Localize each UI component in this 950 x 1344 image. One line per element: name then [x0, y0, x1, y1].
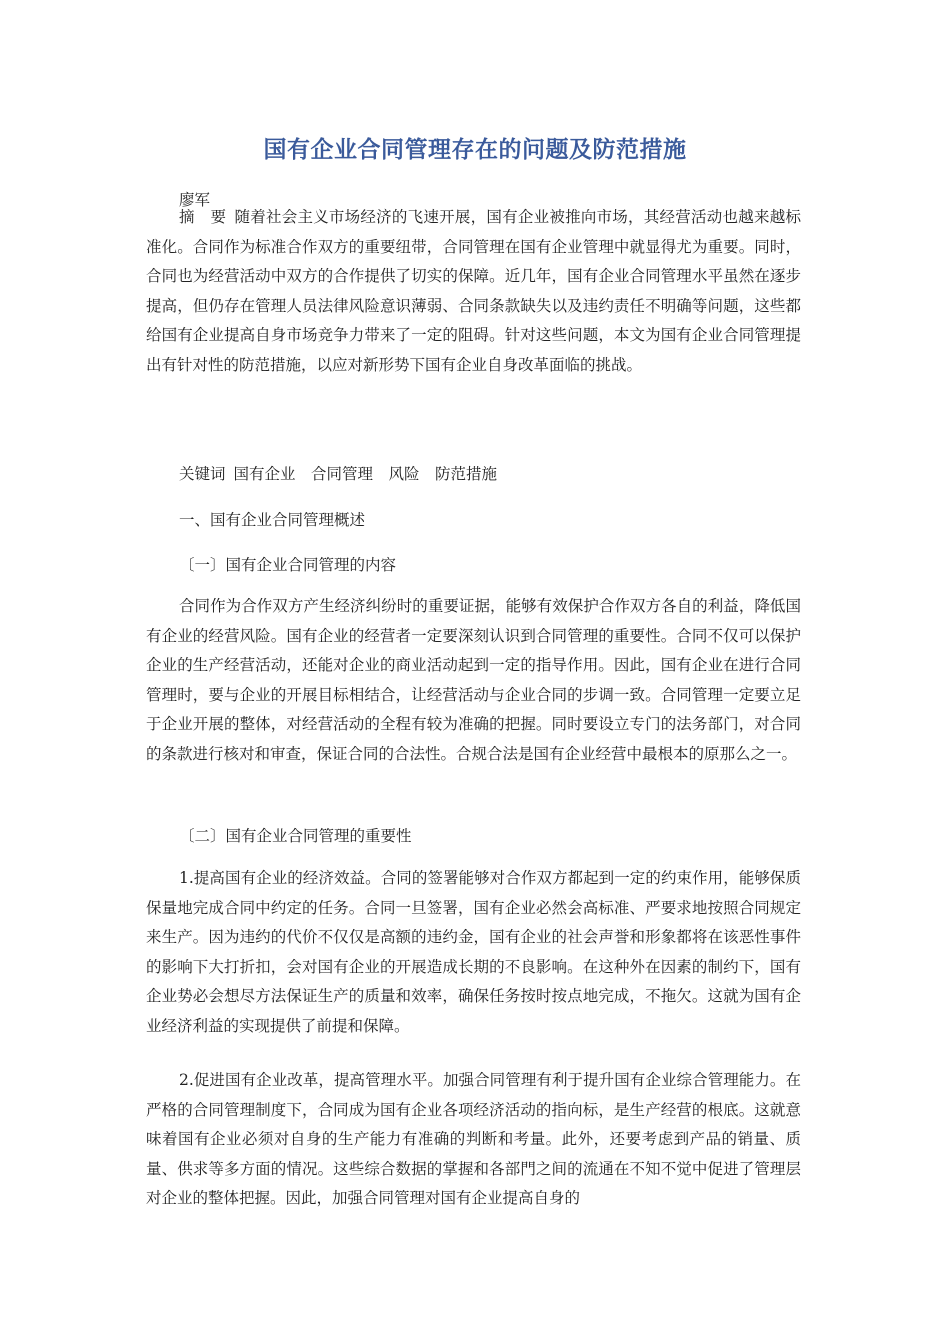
subsection-heading-1: 〔一〕国有企业合同管理的内容 — [179, 556, 397, 574]
subsection-1-paragraph: 合同作为合作双方产生经济纠纷时的重要证据，能够有效保护合作双方各自的利益，降低国有企业的经营风险。国有企业的经营者一定要深刻认识到合同管理的重要性。合同不仅可以保护企业的生产经营活动，还能对企业的商业活动起到一定的指导作用。因此，国有企业在进行合同管理时，要与企业的开展目标相结合，让经营活动与企业合同的步调一致。合同管理一定要立足于企业开展的整体，对经营活动的全程有较为准确的把握。同时要设立专门的法务部门，对合同的条款进行核对和审查，保证合同的合法性。合规合法是国有企业经营中最根本的原那么之一。 — [146, 597, 801, 763]
keywords-line — [179, 462, 497, 484]
abstract-label: 摘 要 — [179, 208, 227, 226]
author-name: 廖军 — [179, 191, 211, 209]
section-heading-1: 一、国有企业合同管理概述 — [179, 511, 366, 529]
keywords-label: 关键词 — [179, 465, 226, 483]
abstract-paragraph — [146, 203, 801, 381]
abstract-text: 随着社会主义市场经济的飞速开展，国有企业被推向市场，其经营活动也越来越标准化。合同作为标准合作双方的重要纽带，合同管理在国有企业管理中就显得尤为重要。同时，合同也为经营活动中双方的合作提供了切实的保障。近几年，国有企业合同管理水平虽然在逐步提高，但仍存在管理人员法律风险意识薄弱、合同条款缺失以及违约责任不明确等问题，这些都给国有企业提高自身市场竞争力带来了一定的阻碍。针对这些问题，本文为国有企业合同管理提出有针对性的防范措施，以应对新形势下国有企业自身改革面临的挑战。 — [146, 208, 801, 374]
subsection-heading-2: 〔二〕国有企业合同管理的重要性 — [179, 827, 412, 845]
document-title: 国有企业合同管理存在的问题及防范措施 — [263, 137, 687, 163]
importance-item-1: 1.提高国有企业的经济效益。合同的签署能够对合作双方都起到一定的约束作用，能够保质保量地完成合同中约定的任务。合同一旦签署，国有企业必然会高标准、严要求地按照合同规定来生产。因为违约的代价不仅仅是高额的违约金，国有企业的社会声誉和形象都将在该恶性事件的影响下大打折扣，会对国有企业的开展造成长期的不良影响。在这种外在因素的制约下，国有企业势必会想尽方法保证生产的质量和效率，确保任务按时按点地完成，不拖欠。这就为国有企业经济利益的实现提供了前提和保障。 — [146, 869, 801, 1035]
keywords-text: 国有企业 合同管理 风险 防范措施 — [233, 465, 498, 483]
importance-item-2: 2.促进国有企业改革，提高管理水平。加强合同管理有利于提升国有企业综合管理能力。在严格的合同管理制度下，合同成为国有企业各项经济活动的指向标，是生产经营的根底。这就意味着国有企业必须对自身的生产能力有准确的判断和考量。此外，还要考虑到产品的销量、质量、供求等多方面的情况。这些综合数据的掌握和各部門之间的流通在不知不觉中促进了管理层对企业的整体把握。因此，加强合同管理对国有企业提高自身的 — [146, 1071, 801, 1208]
